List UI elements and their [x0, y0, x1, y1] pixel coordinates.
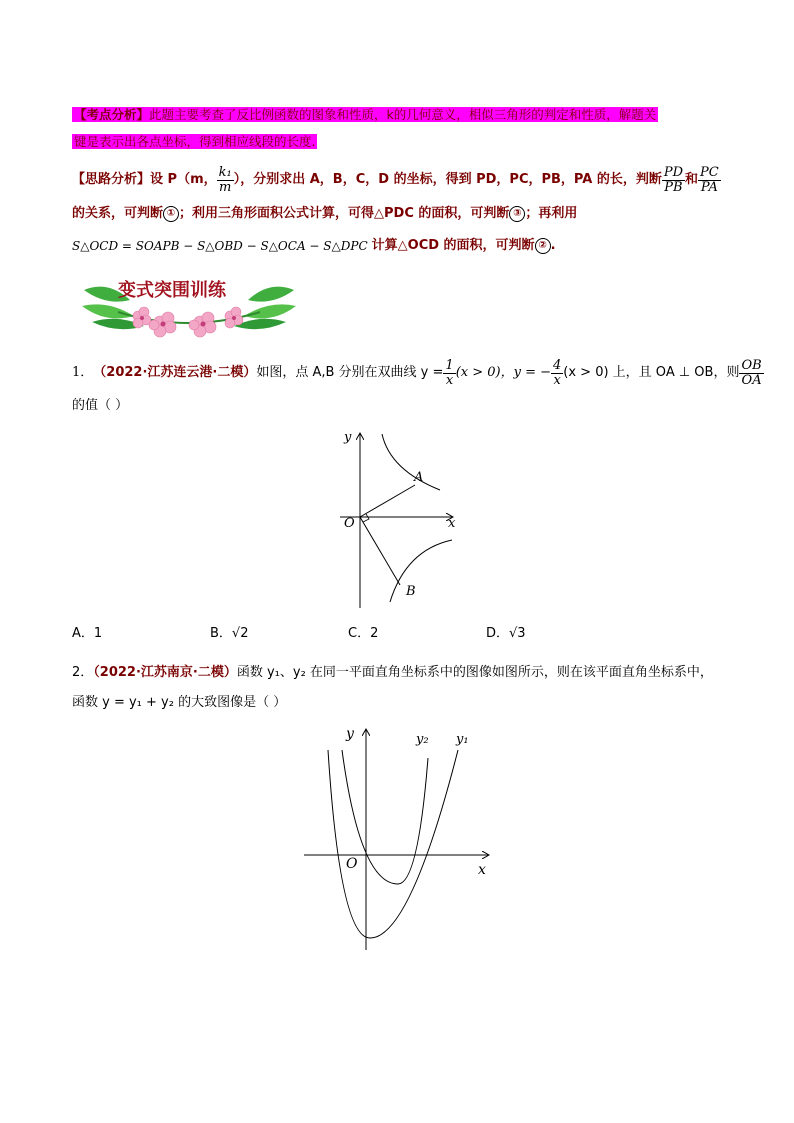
section-banner [78, 272, 300, 342]
question-1: 1． （2022·江苏连云港·二模） 如图，点 A,B 分别在双曲线 y = $\frac{1}{x}$ (x > 0)，y = − $\frac{4}{x}$ (x > 0) 上，且 OA ⊥ OB，则 $\frac{OB}{OA}$ 的值（ ） [72, 357, 762, 413]
circled-3: ③ [509, 206, 525, 222]
circled-1: ① [163, 206, 179, 222]
q1-figure: y x O A B [320, 430, 480, 610]
question-2: 2．（2022·江苏南京·二模）函数 y₁、y₂ 在同一平面直角坐标系中的图像如图所示，则在该平面直角坐标系中， 函数 y = y₁ + y₂ 的大致图像是（ ） [72, 665, 713, 710]
option-b[interactable]: B．√2 [210, 626, 249, 641]
fraction-pd-pb: $\frac{PD}{PB}$ [663, 164, 684, 195]
q2-source: （2022·江苏南京·二模） [93, 665, 237, 680]
kaodian-line2: 键是表示出各点坐标，得到相应线段的长度. [74, 134, 316, 149]
option-a[interactable]: A．1 [72, 626, 103, 641]
q1-source: （2022·江苏连云港·二模） [93, 365, 257, 380]
option-c[interactable]: C．2 [348, 626, 379, 641]
fraction-k-over-m: $\frac{\text{k₁}}{m}$ [218, 164, 232, 195]
banner-title: 变式突围训练 [118, 280, 226, 301]
fraction-pc-pa: $\frac{PC}{PA}$ [700, 164, 719, 195]
kaodian-line1: 【考点分析】此题主要考查了反比例函数的图象和性质，k的几何意义，相似三角形的判定和性质，解题关 [74, 107, 657, 122]
parabola-graph-icon [300, 728, 500, 950]
silu-block: 【思路分析】 设 P（m， $\frac{\text{k₁}}{m}$ ），分别求出 A，B，C，D 的坐标，得到 PD，PC，PB，PA 的长，判断 $\frac{PD}{PB}$ 和 $\frac{PC}{PA}$ 的关系，可判断 ① ；利用三角形面积公式计算，可得△PDC 的面积，可判断 ③ ；再利用 S△OCD = SOAPB − S△OBD − S△OCA − S△DPC 计算△OCD 的面积，可判断 ② . [72, 162, 732, 262]
option-d[interactable]: D．√3 [486, 626, 526, 641]
area-formula: S△OCD = SOAPB − S△OBD − S△OCA − S△DPC [72, 239, 368, 253]
q2-figure: y x O y₂ y₁ [300, 728, 500, 950]
kaodian-block [72, 100, 732, 154]
circled-2: ② [535, 238, 551, 254]
q1-options [72, 622, 732, 642]
silu-tag: 【思路分析】 [72, 172, 151, 187]
